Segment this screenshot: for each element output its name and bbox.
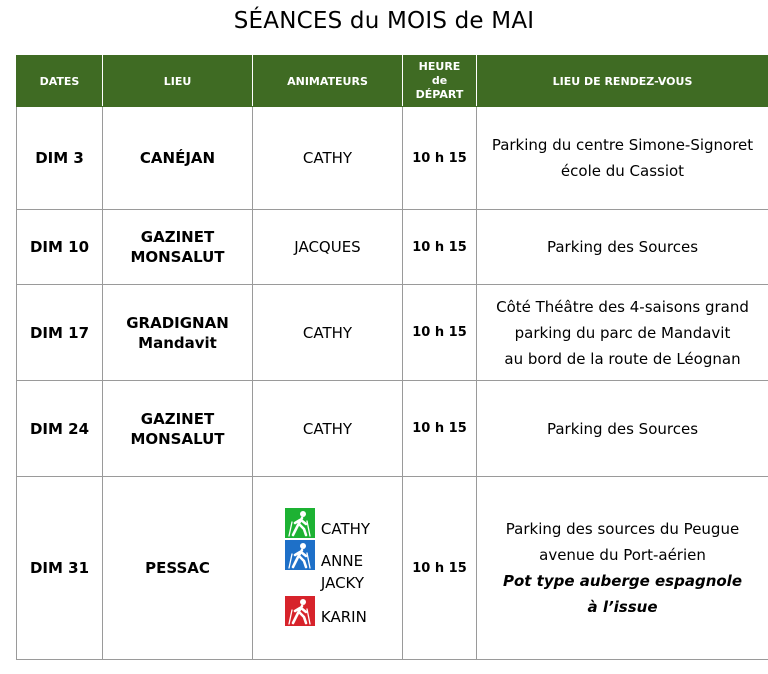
row-rdv-line3: au bord de la route de Léognan xyxy=(504,349,741,368)
row-heure: 10 h 15 xyxy=(403,381,477,477)
row-date: DIM 10 xyxy=(17,210,103,285)
animateur-name: JACKY xyxy=(320,574,365,592)
row-date: DIM 31 xyxy=(17,477,103,660)
schedule-table xyxy=(16,55,768,660)
animateur-entry xyxy=(285,596,370,626)
row-rendezvous xyxy=(477,381,768,477)
walker-blue-icon xyxy=(285,540,315,570)
row-rdv-line2: parking du parc de Mandavit xyxy=(514,323,731,342)
table-row xyxy=(17,210,768,285)
row-animateur: CATHY xyxy=(253,107,403,210)
animateur-name: KARIN xyxy=(320,608,367,626)
row-lieu-line1: GAZINET xyxy=(140,228,215,246)
row-animateur: CATHY xyxy=(253,285,403,381)
walker-red-icon xyxy=(285,596,315,626)
row-heure: 10 h 15 xyxy=(403,285,477,381)
row-lieu xyxy=(103,285,253,381)
row-lieu-line1: CANÉJAN xyxy=(139,149,216,167)
table-header-row xyxy=(17,56,768,107)
row-rdv-line1: Parking du centre Simone-Signoret xyxy=(491,136,754,154)
row-rdv-line2: avenue du Port-aérien xyxy=(539,546,706,564)
table-row xyxy=(17,381,768,477)
table-row xyxy=(17,477,768,660)
row-animateur: JACQUES xyxy=(253,210,403,285)
animateur-entry xyxy=(285,540,370,570)
row-lieu-line2: MONSALUT xyxy=(130,248,225,266)
table-row xyxy=(17,107,768,210)
table-row xyxy=(17,285,768,381)
header-heure-line1: HEURE xyxy=(418,60,461,73)
row-rendezvous xyxy=(477,210,768,285)
row-heure: 10 h 15 xyxy=(403,477,477,660)
row-lieu xyxy=(103,210,253,285)
row-lieu-line1: GRADIGNAN xyxy=(126,313,229,332)
animateur-name: ANNE xyxy=(320,552,364,570)
row-animateurs-list xyxy=(253,477,403,660)
page-title: SÉANCES du MOIS de MAI xyxy=(233,8,535,34)
row-rdv-line1: Parking des Sources xyxy=(546,419,699,438)
header-rendezvous: LIEU DE RENDEZ-VOUS xyxy=(477,56,768,107)
row-heure: 10 h 15 xyxy=(403,107,477,210)
header-heure-line2: de xyxy=(431,74,448,87)
row-heure: 10 h 15 xyxy=(403,210,477,285)
row-rdv-line1: Parking des Sources xyxy=(546,238,699,256)
animateur-entry xyxy=(285,574,370,592)
animateur-entry xyxy=(285,508,370,538)
header-heure-line3: DÉPART xyxy=(415,88,464,101)
row-lieu xyxy=(103,107,253,210)
header-animateurs: ANIMATEURS xyxy=(253,56,403,107)
header-lieu: LIEU xyxy=(103,56,253,107)
row-animateur: CATHY xyxy=(253,381,403,477)
row-rdv-line1: Côté Théâtre des 4-saisons grand xyxy=(496,297,749,316)
row-date: DIM 3 xyxy=(17,107,103,210)
row-lieu-line2: Mandavit xyxy=(138,333,217,352)
row-lieu-line1: GAZINET xyxy=(140,409,215,428)
row-lieu xyxy=(103,381,253,477)
row-rendezvous xyxy=(477,477,768,660)
animateur-list xyxy=(285,506,370,628)
row-rdv-line2: école du Cassiot xyxy=(560,162,685,180)
walker-green-icon xyxy=(285,508,315,538)
row-date: DIM 24 xyxy=(17,381,103,477)
header-heure-depart xyxy=(403,56,477,107)
row-rdv-note-line2: à l’issue xyxy=(587,598,658,616)
row-rdv-line1: Parking des sources du Peugue xyxy=(505,520,740,538)
row-rendezvous xyxy=(477,285,768,381)
animateur-name: CATHY xyxy=(320,520,371,538)
header-dates: DATES xyxy=(17,56,103,107)
row-date: DIM 17 xyxy=(17,285,103,381)
row-lieu: PESSAC xyxy=(103,477,253,660)
row-lieu-line2: MONSALUT xyxy=(130,429,225,448)
row-rendezvous xyxy=(477,107,768,210)
row-rdv-note-line1: Pot type auberge espagnole xyxy=(502,572,742,590)
